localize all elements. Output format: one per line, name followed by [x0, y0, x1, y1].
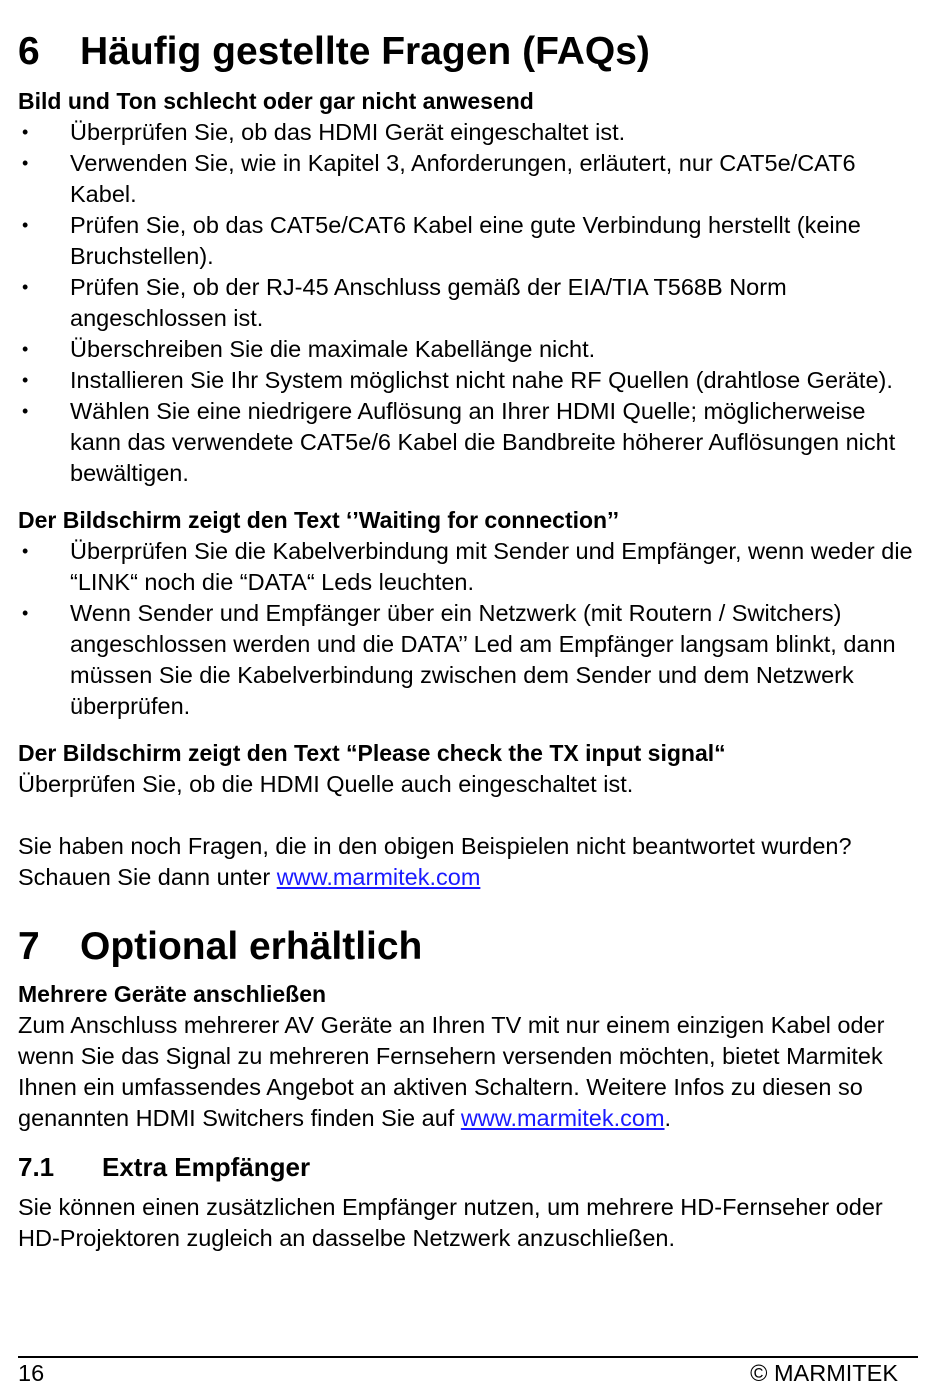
section-7-heading — [18, 921, 918, 973]
list-item: • Überprüfen Sie die Kabelverbindung mit Sender und Empfänger, wenn weder die “LINK“ noch die “DATA“ Leds leuchten. — [22, 538, 913, 595]
multi-device-text: Zum Anschluss mehrerer AV Geräte an Ihren TV mit nur einem einzigen Kabel oder wenn Sie das Signal zu mehreren Fernsehern versenden möchten, bietet Marmitek Ihnen ein umfassendes Angebot an aktiven Schaltern. Weitere Infos zu diesen so genannten HDMI Switchers finden Sie auf www.marmitek.com. — [18, 1012, 885, 1131]
list-item: • Überprüfen Sie, ob das HDMI Gerät eingeschaltet ist. — [18, 117, 918, 148]
list-item: • Installieren Sie Ihr System möglichst nicht nahe RF Quellen (drahtlose Geräte). — [18, 365, 918, 396]
list-item: • Wählen Sie eine niedrigere Auflösung an Ihrer HDMI Quelle; möglicherweise kann das verwendete CAT5e/6 Kabel die Bandbreite höherer Auflösungen nicht bewältigen. — [22, 398, 896, 486]
bullet-icon: • — [22, 541, 29, 561]
marmitek-link[interactable]: www.marmitek.com — [460, 1105, 665, 1131]
section-7-title: Optional erhältlich — [80, 925, 423, 968]
bullet-icon: • — [22, 370, 29, 390]
list-item: • Prüfen Sie, ob das CAT5e/CAT6 Kabel eine gute Verbindung herstellt (keine Bruchstellen). — [22, 212, 861, 269]
marmitek-link[interactable]: www.marmitek.com — [276, 864, 481, 890]
section-7-1-text: Sie können einen zusätzlichen Empfänger nutzen, um mehrere HD-Fernseher oder HD-Projektoren zugleich an dasselbe Netzwerk anzuschließen. — [18, 1194, 883, 1251]
faq-3-text: Überprüfen Sie, ob die HDMI Quelle auch eingeschaltet ist. — [18, 771, 634, 797]
faq-2-heading: Der Bildschirm zeigt den Text ‘’Waiting for connection’’ — [18, 507, 620, 533]
section-7-1-number: 7.1 — [18, 1152, 55, 1182]
bullet-icon: • — [22, 122, 29, 142]
list-item: • Verwenden Sie, wie in Kapitel 3, Anforderungen, erläutert, nur CAT5e/CAT6 Kabel. — [22, 150, 856, 207]
faq-3-heading: Der Bildschirm zeigt den Text “Please check the TX input signal“ — [18, 740, 726, 766]
bullet-icon: • — [22, 153, 29, 173]
section-7-1-heading — [18, 1150, 918, 1184]
multi-device-heading: Mehrere Geräte anschließen — [18, 981, 327, 1007]
faq-2-list — [18, 536, 918, 722]
list-item: • Wenn Sender und Empfänger über ein Netzwerk (mit Routern / Switchers) angeschlossen werden und die DATA’’ Led am Empfänger langsam blinkt, dann müssen Sie die Kabelverbindung zwischen dem Sender und dem Netzwerk überprüfen. — [22, 600, 896, 719]
faq-1-list — [18, 117, 918, 489]
section-7-number: 7 — [18, 925, 40, 968]
section-6-heading — [18, 26, 918, 78]
faq-1-heading: Bild und Ton schlecht oder gar nicht anwesend — [18, 88, 534, 114]
section-7-1-title: Extra Empfänger — [102, 1152, 311, 1182]
bullet-icon: • — [22, 603, 29, 623]
list-item: • Überschreiben Sie die maximale Kabellänge nicht. — [18, 334, 918, 365]
bullet-icon: • — [22, 277, 29, 297]
section-6-number: 6 — [18, 30, 40, 73]
document-page — [18, 26, 918, 1254]
page-number: 16 — [18, 1360, 45, 1386]
bullet-icon: • — [22, 401, 29, 421]
bullet-icon: • — [22, 339, 29, 359]
closing-paragraph: Sie haben noch Fragen, die in den obigen Beispielen nicht beantwortet wurden? Schauen Sie dann unter www.marmitek.com — [18, 833, 852, 890]
page-footer — [18, 1356, 918, 1388]
bullet-icon: • — [22, 215, 29, 235]
section-6-title: Häufig gestellte Fragen (FAQs) — [80, 30, 650, 73]
copyright: © MARMITEK — [750, 1360, 898, 1386]
list-item: • Prüfen Sie, ob der RJ-45 Anschluss gemäß der EIA/TIA T568B Norm angeschlossen ist. — [22, 274, 787, 331]
